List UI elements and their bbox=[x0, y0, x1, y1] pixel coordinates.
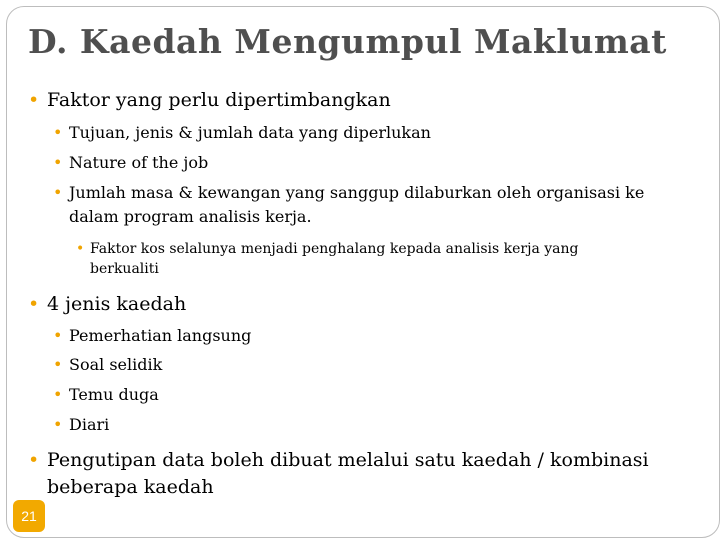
bullet-item-level2-continuation: dalam program analisis kerja. bbox=[69, 207, 312, 226]
slide-number-badge: 21 bbox=[13, 500, 45, 532]
bullet-marker: • bbox=[53, 183, 63, 202]
bullet-marker: • bbox=[76, 241, 85, 257]
bullet-item-level1: 4 jenis kaedah bbox=[47, 293, 187, 315]
bullet-item-level1: Faktor yang perlu dipertimbangkan bbox=[47, 89, 391, 111]
bullet-item-level2: Soal selidik bbox=[69, 355, 163, 374]
bullet-item-level1: Pengutipan data boleh dibuat melalui satu kaedah / kombinasi bbox=[47, 449, 649, 471]
bullet-item-level2: Tujuan, jenis & jumlah data yang diperlukan bbox=[69, 123, 431, 142]
bullet-item-level3-continuation: berkualiti bbox=[90, 261, 159, 277]
bullet-marker: • bbox=[53, 355, 63, 374]
bullet-marker: • bbox=[53, 326, 63, 345]
bullet-marker: • bbox=[28, 449, 40, 471]
bullet-item-level2: Diari bbox=[69, 415, 110, 434]
bullet-marker: • bbox=[53, 385, 63, 404]
bullet-marker: • bbox=[53, 123, 63, 142]
bullet-item-level2: Jumlah masa & kewangan yang sanggup dilaburkan oleh organisasi ke bbox=[69, 183, 645, 202]
bullet-item-level2: Temu duga bbox=[69, 385, 159, 404]
bullet-item-level1-continuation: beberapa kaedah bbox=[47, 476, 214, 498]
bullet-marker: • bbox=[53, 415, 63, 434]
slide-title: D. Kaedah Mengumpul Maklumat bbox=[28, 22, 667, 61]
bullet-item-level2: Nature of the job bbox=[69, 153, 209, 172]
bullet-marker: • bbox=[53, 153, 63, 172]
bullet-item-level3: Faktor kos selalunya menjadi penghalang kepada analisis kerja yang bbox=[90, 241, 579, 257]
bullet-marker: • bbox=[28, 293, 40, 315]
bullet-item-level2: Pemerhatian langsung bbox=[69, 326, 252, 345]
bullet-marker: • bbox=[28, 89, 40, 111]
